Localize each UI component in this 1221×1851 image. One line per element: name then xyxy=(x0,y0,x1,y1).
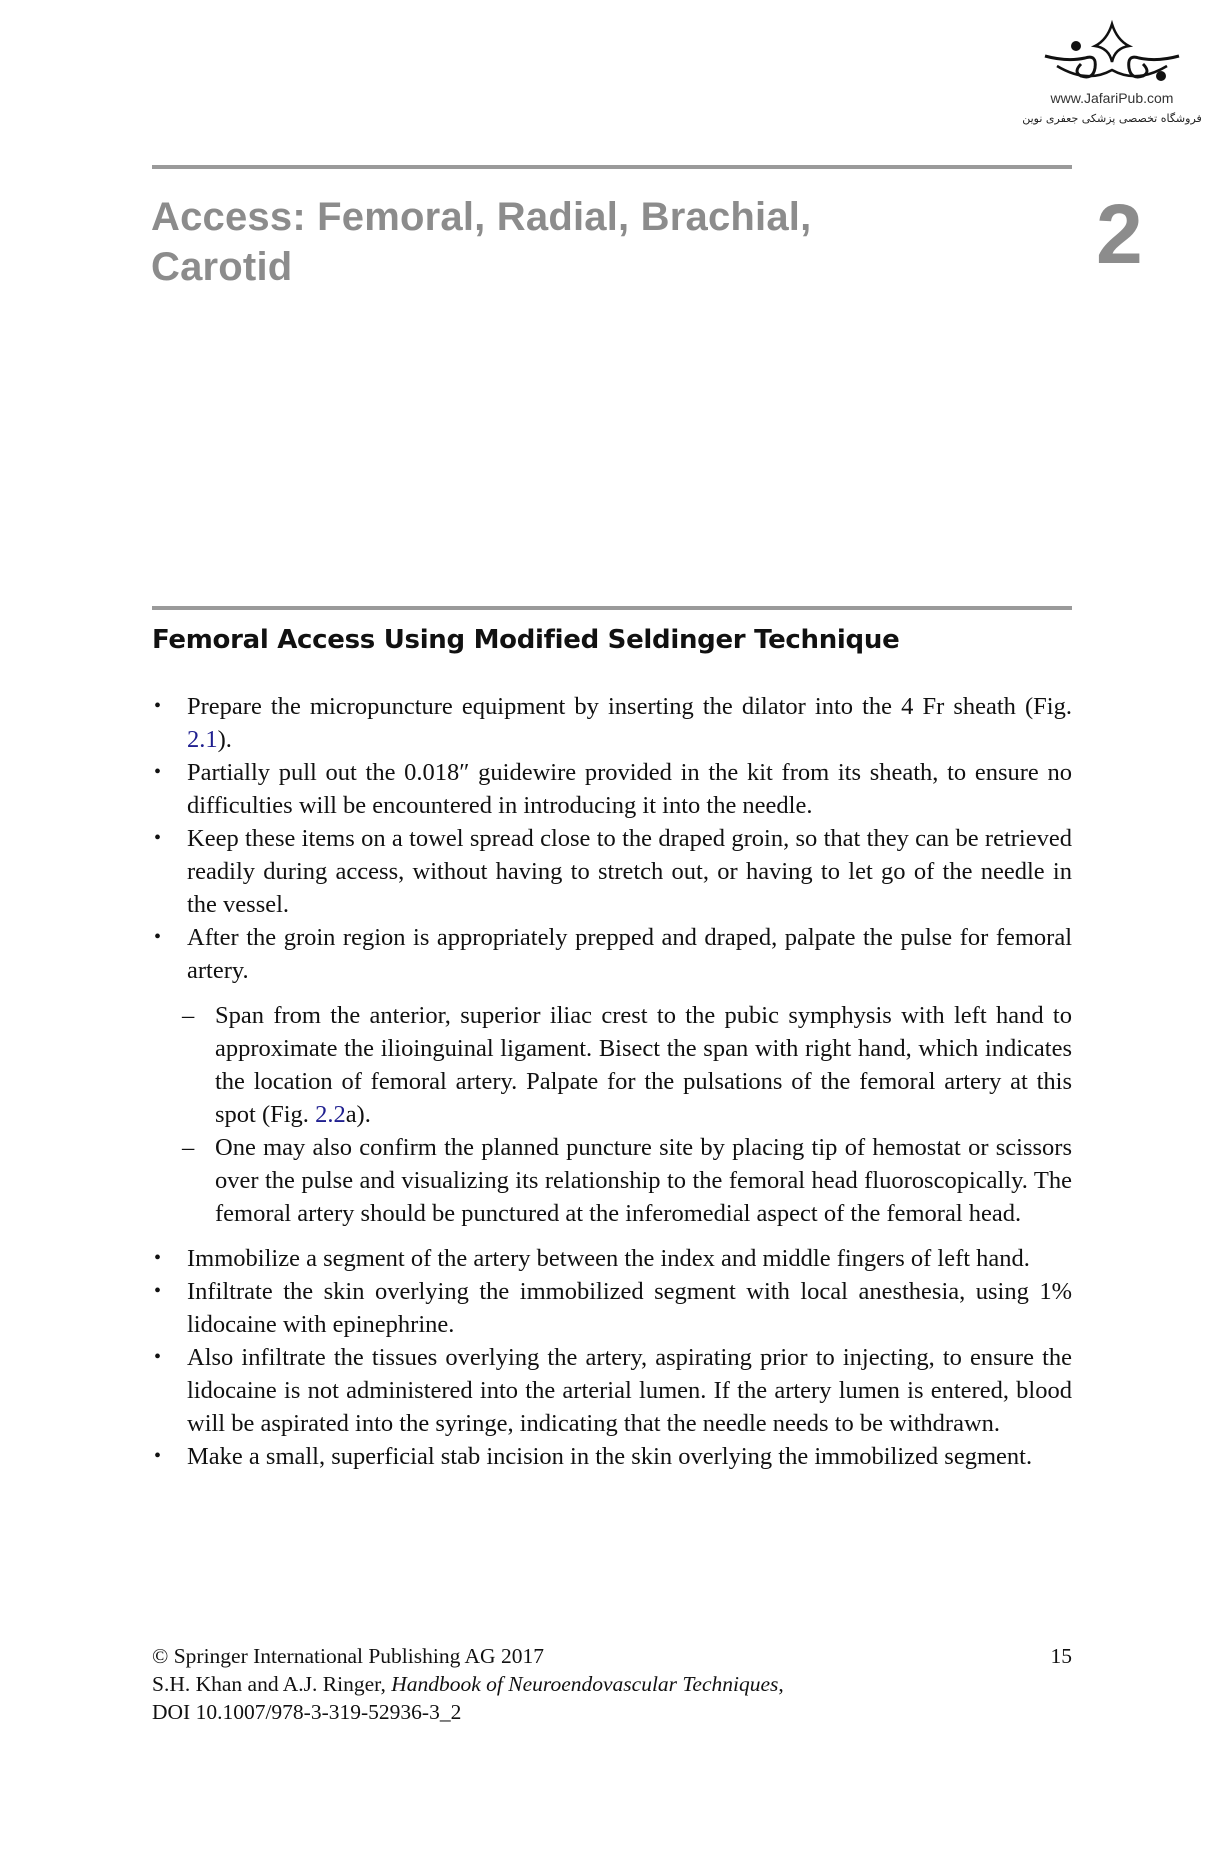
bullet-icon: • xyxy=(154,695,162,717)
doi-line: DOI 10.1007/978-3-319-52936-3_2 xyxy=(152,1700,462,1724)
chapter-title-line-1: Access: Femoral, Radial, Brachial, xyxy=(151,195,812,239)
logo-url-text: www.JafariPub.com xyxy=(1050,90,1174,106)
bullet-icon: • xyxy=(154,1445,162,1467)
logo-tagline: فروشگاه تخصصی پزشکی جعفری نوین xyxy=(1022,112,1202,125)
sub-list-item: – One may also confirm the planned puncture site by placing tip of hemostat or scissors over the pulse and visualizing its relationship to the femoral head fluoroscopically. The femoral artery should be punctured at the inferomedial aspect of the femoral head. xyxy=(152,1131,1072,1230)
chapter-title-line-2: Carotid xyxy=(151,245,293,289)
bullet-icon: • xyxy=(154,1247,162,1269)
chapter-number: 2 xyxy=(1096,187,1143,281)
dash-icon: – xyxy=(182,1002,195,1029)
book-title: Handbook of Neuroendovascular Techniques xyxy=(391,1672,779,1696)
figure-link-2-1[interactable]: 2.1 xyxy=(187,726,218,753)
figure-link-2-2[interactable]: 2.2 xyxy=(315,1101,346,1128)
list-item: • Immobilize a segment of the artery between the index and middle fingers of left hand. xyxy=(152,1242,1072,1275)
page-footer xyxy=(152,1642,1072,1726)
citation-line: S.H. Khan and A.J. Ringer, Handbook of Neuroendovascular Techniques, xyxy=(152,1672,784,1696)
chapter-top-rule xyxy=(152,165,1072,169)
bullet-icon: • xyxy=(154,827,162,849)
publisher-logo xyxy=(1012,18,1212,138)
bullet-icon: • xyxy=(154,1346,162,1368)
list-item: • After the groin region is appropriately prepped and draped, palpate the pulse for femoral artery. xyxy=(152,921,1072,987)
list-item: • Partially pull out the 0.018″ guidewire provided in the kit from its sheath, to ensure no difficulties will be encountered in introducing it into the needle. xyxy=(152,756,1072,822)
bullet-icon: • xyxy=(154,1280,162,1302)
list-item: • Make a small, superficial stab incision in the skin overlying the immobilized segment. xyxy=(152,1440,1072,1473)
chapter-title xyxy=(151,192,871,292)
list-item: • Also infiltrate the tissues overlying the artery, aspirating prior to injecting, to ensure the lidocaine is not administered into the arterial lumen. If the artery lumen is entered, blood will be aspirated into the syringe, indicating that the needle needs to be withdrawn. xyxy=(152,1341,1072,1440)
bullet-list-continued xyxy=(152,1242,1072,1473)
dash-icon: – xyxy=(182,1134,195,1161)
list-item: • Prepare the micropuncture equipment by inserting the dilator into the 4 Fr sheath (Fig. 2.1). xyxy=(152,690,1072,756)
list-item: • Keep these items on a towel spread close to the draped groin, so that they can be retrieved readily during access, without having to stretch out, or having to let go of the needle in the vessel. xyxy=(152,822,1072,921)
section-rule xyxy=(152,606,1072,610)
bullet-icon: • xyxy=(154,761,162,783)
copyright-line: © Springer International Publishing AG 2017 xyxy=(152,1644,544,1668)
bullet-list xyxy=(152,690,1072,987)
section-heading: Femoral Access Using Modified Seldinger Technique xyxy=(152,625,900,655)
sub-list xyxy=(152,999,1072,1230)
page-number: 15 xyxy=(1050,1644,1072,1668)
main-content xyxy=(152,690,1072,1473)
sub-list-item: – Span from the anterior, superior iliac crest to the pubic symphysis with left hand to approximate the ilioinguinal ligament. Bisect the span with right hand, which indicates the location of femoral artery. Palpate for the pulsations of the femoral artery at this spot (Fig. 2.2a). xyxy=(152,999,1072,1131)
bullet-icon: • xyxy=(154,926,162,948)
list-item: • Infiltrate the skin overlying the immobilized segment with local anesthesia, using 1% lidocaine with epinephrine. xyxy=(152,1275,1072,1341)
calligraphy-logo-icon xyxy=(1037,18,1187,88)
